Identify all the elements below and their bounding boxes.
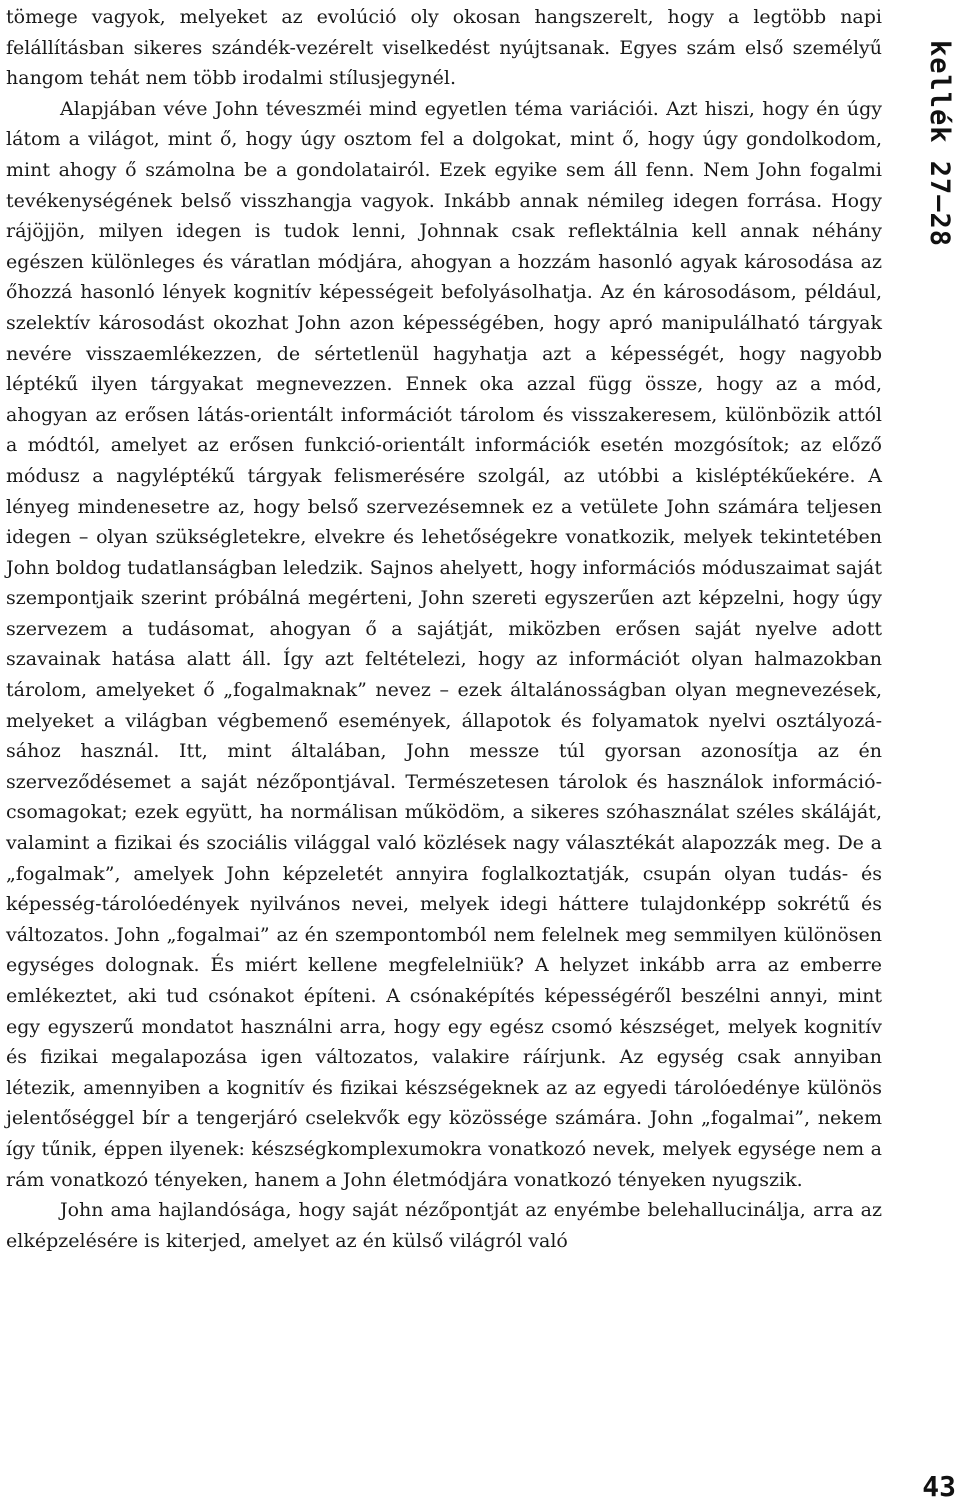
- page-number: 43: [922, 1470, 956, 1503]
- paragraph-closing: John ama hajlandósága, hogy saját nézőpontját az enyémbe belehallucinálja, arra az elképzelésére is kiterjed, amelyet az én külső világról való: [6, 1199, 882, 1252]
- running-head: kellék 27–28: [924, 40, 955, 248]
- paragraph-continuation: tömege vagyok, melyeket az evolúció oly okosan hangszerelt, hogy a legtöbb napi felállításban sikeres szándék-vezérelt viselkedést nyújtsanak. Egyes szám első személyű hangom tehát nem több irodalmi stílusjegynél.: [6, 6, 882, 90]
- paragraph-main: Alapjában véve John téveszméi mind egyetlen téma variációi. Azt hiszi, hogy én úgy látom a világot, mint ő, hogy úgy osztom fel a dolgokat, mint ő, hogy úgy gondolkodom, mint ahogy ő számolna be a gondolatairól. Ezek egyike sem áll fenn. Nem John fogalmi tevékenységének belső visszhangja vagyok. Inkább annak némileg idegen forrása. Hogy rájöjjön, milyen idegen is tudok lenni, Johnnak csak reflektálnia kell annak néhány egészen különleges és váratlan módjára, ahogyan a hozzám hasonló agyak károsodása az őhozzá hasonló lények kognitív képességeit befolyásolhatja. Az én károsodásom, például, szelektív károsodást okozhat John azon képességében, hogy apró manipulálható tárgyak nevére visszaemlékezzen, de sértetlenül hagyhatja azt a képességét, hogy nagyobb léptékű ilyen tárgyakat megnevezzen. Ennek oka azzal függ össze, hogy az a mód, ahogyan az erősen látás-orientált információt tárolom és visszakeresem, különbözik attól a módtól, amelyet az erősen funkció-orientált információk esetén mozgósítok; az előző módusz a nagyléptékű tárgyak felismerésére szolgál, az utóbbi a kisléptékűekére. A lényeg mindenesetre az, hogy belső szervezésemnek ez a vetülete John számára teljesen idegen – olyan szükségletekre, elvekre és lehetőségekre vonatkozik, melyek tekintetében John boldog tudatlanságban leledzik. Sajnos ahelyett, hogy információs móduszaimat saját szempontjaik szerint próbálná megérteni, John szereti egyszerűen azt képzelni, hogy úgy szervezem a tudásomat, ahogyan ő a sajátját, miközben erősen saját nyelve adott szavainak hatása alatt áll. Így azt feltételezi, hogy az információt olyan halmazokban tárolom, amelyeket ő „fogalmaknak” nevez – ezek általánosságban olyan megnevezések, melyeket a világban végbemenő események, állapotok és folyamatok nyelvi osztályozásához használ. Itt, mint általában, John messze túl gyorsan azonosítja az én szerveződésemet a saját nézőpontjával. Természetesen tárolok és használok információ-csomagokat; ezek együtt, ha normálisan működöm, a sikeres szóhasználat széles skáláját, valamint a fizikai és szociális világgal való közlések nagy választékát alapozzák meg. De a „fogalmak”, amelyek John képzeletét annyira foglalkoztatják, csupán olyan tudás- és képesség-tárolóedények nyilvános nevei, melyek idegi háttere tulajdonképp sokrétű és változatos. John „fogalmai” az én szempontomból nem felelnek meg semmilyen különösen egységes dolognak. És miért kellene megfelelniük? A helyzet inkább arra az emberre emlékeztet, aki tud csónakot építeni. A csónaképítés képességéről beszélni annyi, mint egy egyszerű mondatot használni arra, hogy egy egész csomó készséget, melyek kognitív és fizikai megalapozása igen változatos, valakire ráírjunk. Az egység csak annyiban létezik, amennyiben a kognitív és fizikai készségeknek az az egyedi tárolóedénye különös jelentőséggel bír a tengerjáró cselekvők egy közössége számára. John „fogalmai”, nekem így tűnik, éppen ilyenek: készségkomplexumokra vonatkozó nevek, melyek egysége nem a rám vonatkozó tényeken, hanem a John életmódjára vonatkozó tényeken nyugszik.: [6, 97, 882, 1191]
- body-text: [6, 2, 882, 1256]
